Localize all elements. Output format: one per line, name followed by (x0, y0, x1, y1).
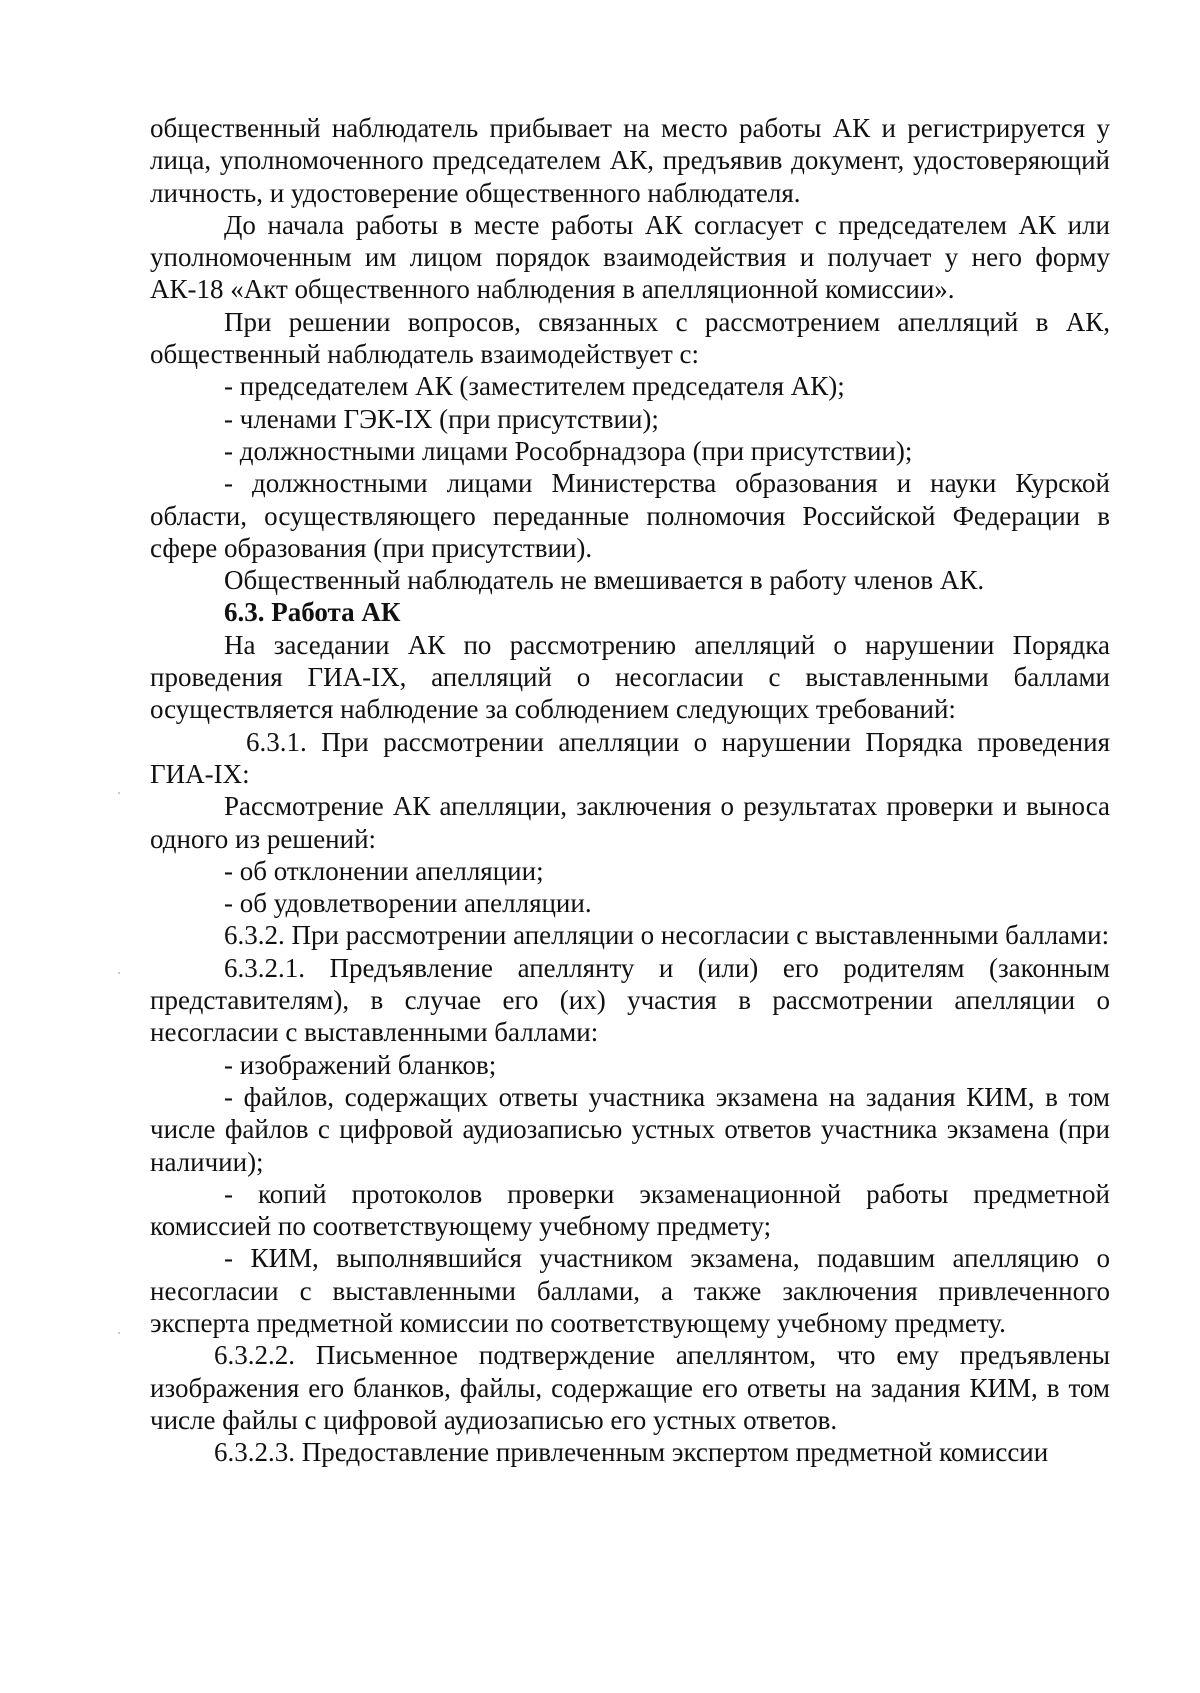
paragraph-consideration: Рассмотрение АК апелляции, заключения о результатах проверки и выноса одного из решений: (150, 791, 1110, 854)
paragraph-6-3-2: 6.3.2. При рассмотрении апелляции о несогласии с выставленными баллами: (224, 920, 1110, 951)
paragraph-session: На заседании АК по рассмотрению апелляций о нарушении Порядка проведения ГИА-IX, апелляций о несогласии с выставленными баллами осуществляется наблюдение за соблюдением следующих требований: (150, 629, 1110, 725)
paragraph-1: общественный наблюдатель прибывает на место работы АК и регистрируется у лица, уполномоченного председателем АК, предъявив документ, удостоверяющий личность, и удостоверение общественного наблюдателя. (150, 113, 1110, 208)
paragraph-6-3-2-1: 6.3.2.1. Предъявление апеллянту и (или) его родителям (законным представителям), в случае его (их) участия в рассмотрении апелляции о несогласии с выставленными баллами: (150, 952, 1110, 1048)
list-item-chairman: - председателем АК (заместителем председателя АК); (224, 371, 845, 402)
list-item-kim: - КИМ, выполнявшийся участником экзамена, подавшим апелляцию о несогласии с выставленными баллами, а также заключения привлеченного эксперта предметной комиссии по соответствующему учебному предмету. (150, 1243, 1110, 1338)
document-page (150, 112, 1110, 1468)
paragraph-6-3-1: 6.3.1. При рассмотрении апелляции о нарушении Порядка проведения ГИА-IX: (150, 726, 1110, 789)
paragraph-2: До начала работы в месте работы АК согласует с председателем АК или уполномоченным им лицом порядок взаимодействия и получает у него форму АК-18 «Акт общественного наблюдения в апелляционной комиссии». (150, 209, 1110, 305)
section-heading: 6.3. Работа АК (224, 597, 401, 628)
list-item-ministry: - должностными лицами Министерства образования и науки Курской области, осуществляющего переданные полномочия Российской Федерации в сфере образования (при присутствии). (150, 468, 1110, 563)
list-item-files: - файлов, содержащих ответы участника экзамена на задания КИМ, в том числе файлов с цифровой аудиозаписью устных ответов участника экзамена (при наличии); (150, 1081, 1110, 1177)
paragraph-3: При решении вопросов, связанных с рассмотрением апелляций в АК, общественный наблюдатель взаимодействует с: (150, 306, 1110, 370)
paragraph-6-3-2-2: 6.3.2.2. Письменное подтверждение апеллянтом, что ему предъявлены изображения его бланков, файлы, содержащие его ответы на задания КИМ, в том числе файлы с цифровой аудиозаписью его устных ответов. (150, 1340, 1110, 1435)
paragraph-6-3-2-3: 6.3.2.3. Предоставление привлеченным экспертом предметной комиссии (214, 1437, 1049, 1468)
list-item-satisfy: - об удовлетворении апелляции. (224, 888, 592, 919)
scan-speck (118, 792, 120, 794)
list-item-gek-members: - членами ГЭК-IX (при присутствии); (224, 403, 659, 434)
list-item-protocol-copies: - копий протоколов проверки экзаменационной работы предметной комиссией по соответствующему учебному предмету; (150, 1178, 1110, 1242)
scan-speck (118, 1332, 120, 1334)
paragraph-no-interference: Общественный наблюдатель не вмешивается в работу членов АК. (224, 565, 985, 596)
scan-speck (118, 972, 120, 974)
list-item-rosobrnadzor: - должностными лицами Рособрнадзора (при присутствии); (224, 435, 913, 466)
list-item-blank-images: - изображений бланков; (224, 1049, 497, 1080)
list-item-reject: - об отклонении апелляции; (224, 855, 544, 886)
